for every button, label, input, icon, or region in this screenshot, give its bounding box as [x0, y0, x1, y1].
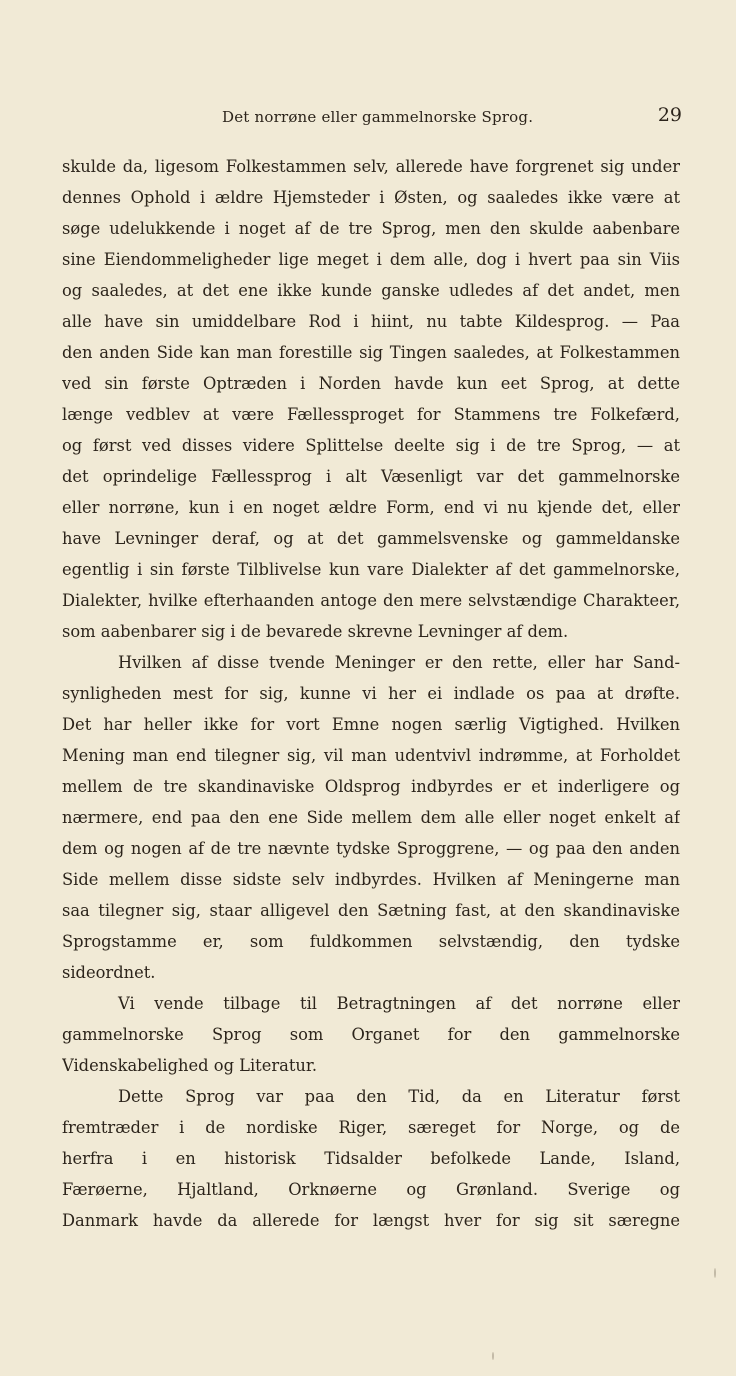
paper-speck	[492, 1352, 494, 1360]
text-line: det oprindelige Fællessprog i alt Væsenligt var det gammelnorske	[62, 467, 680, 486]
text-line: nærmere, end paa den ene Side mellem dem alle eller noget enkelt af	[62, 808, 680, 827]
page-header	[62, 104, 682, 134]
text-line: Hvilken af disse tvende Meninger er den rette, eller har Sand-	[118, 653, 680, 672]
text-line: fremtræder i de nordiske Riger, særeget for Norge, og de	[62, 1118, 680, 1137]
text-line: længe vedblev at være Fællessproget for Stammens tre Folkefærd,	[62, 405, 680, 424]
text-line: egentlig i sin første Tilblivelse kun vare Dialekter af det gammelnorske,	[62, 560, 680, 579]
text-line: saa tilegner sig, staar alligevel den Sætning fast, at den skandinaviske	[62, 901, 680, 920]
text-line: Dette Sprog var paa den Tid, da en Literatur først	[118, 1087, 680, 1106]
text-line: Mening man end tilegner sig, vil man udentvivl indrømme, at Forholdet	[62, 746, 680, 765]
page-number: 29	[657, 104, 682, 126]
text-line: Dialekter, hvilke efterhaanden antoge den mere selvstændige Charakteer,	[62, 591, 680, 610]
body-text	[62, 151, 680, 1236]
text-line: søge udelukkende i noget af de tre Sprog, men den skulde aabenbare	[62, 219, 680, 238]
text-line: Sprogstamme er, som fuldkommen selvstændig, den tydske	[62, 932, 680, 951]
text-line: Det har heller ikke for vort Emne nogen særlig Vigtighed. Hvilken	[62, 715, 680, 734]
text-line: alle have sin umiddelbare Rod i hiint, nu tabte Kildesprog. — Paa	[62, 312, 680, 331]
text-line: ved sin første Optræden i Norden havde kun eet Sprog, at dette	[62, 374, 680, 393]
paper-speck	[714, 1268, 716, 1278]
text-line: have Levninger deraf, og at det gammelsvenske og gammeldanske	[62, 529, 680, 548]
text-line: mellem de tre skandinaviske Oldsprog indbyrdes er et inderligere og	[62, 777, 680, 796]
text-line: herfra i en historisk Tidsalder befolkede Lande, Island,	[62, 1149, 680, 1168]
text-line: Videnskabelighed og Literatur.	[62, 1056, 318, 1075]
text-line: sideordnet.	[62, 963, 156, 982]
text-line: dennes Ophold i ældre Hjemsteder i Østen, og saaledes ikke være at	[62, 188, 680, 207]
text-line: og først ved disses videre Splittelse deelte sig i de tre Sprog, — at	[62, 436, 680, 455]
text-line: den anden Side kan man forestille sig Tingen saaledes, at Folkestammen	[62, 343, 680, 362]
running-title: Det norrøne eller gammelnorske Sprog.	[222, 108, 534, 126]
text-line: Side mellem disse sidste selv indbyrdes. Hvilken af Meningerne man	[62, 870, 680, 889]
text-line: skulde da, ligesom Folkestammen selv, allerede have forgrenet sig under	[62, 157, 680, 176]
text-line: eller norrøne, kun i en noget ældre Form, end vi nu kjende det, eller	[62, 498, 680, 517]
text-line: som aabenbarer sig i de bevarede skrevne Levninger af dem.	[62, 622, 569, 641]
text-line: dem og nogen af de tre nævnte tydske Sproggrene, — og paa den anden	[62, 839, 680, 858]
text-line: sine Eiendommeligheder lige meget i dem alle, dog i hvert paa sin Viis	[62, 250, 680, 269]
text-line: Vi vende tilbage til Betragtningen af det norrøne eller	[118, 994, 680, 1013]
text-line: gammelnorske Sprog som Organet for den gammelnorske	[62, 1025, 680, 1044]
text-line: Færøerne, Hjaltland, Orknøerne og Grønland. Sverige og	[62, 1180, 680, 1199]
text-line: Danmark havde da allerede for længst hver for sig sit særegne	[62, 1211, 680, 1230]
text-line: synligheden mest for sig, kunne vi her ei indlade os paa at drøfte.	[62, 684, 680, 703]
text-line: og saaledes, at det ene ikke kunde ganske udledes af det andet, men	[62, 281, 680, 300]
